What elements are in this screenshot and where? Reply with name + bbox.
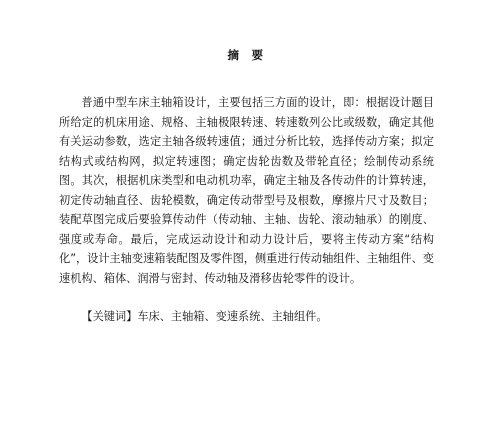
abstract-heading: 摘 要: [227, 48, 264, 62]
keywords-line: 【关键词】车床、主轴箱、变速系统、主轴组件。: [81, 310, 328, 323]
abstract-body: 普通中型车床主轴箱设计，主要包括三方面的设计，即：根据设计题目所给定的机床用途、规格、主轴极限转速、转速数列公比或级数，确定其他有关运动参数，选定主轴各级转速值；通过分析比较，选择传动方案；拟定结构式或结构网，拟定转速图；确定齿轮齿数及带轮直径；绘制传动系统图。其次，根据机床类型和电动机功率，确定主轴及各传动件的计算转速，初定传动轴直径、齿轮模数，确定传动带型号及根数，摩擦片尺寸及数目；装配草图完成后要验算传动件（传动轴、主轴、齿轮、滚动轴承）的刚度、强度或寿命。最后，完成运动设计和动力设计后，要将主传动方案“结构化”，设计主轴变速箱装配图及零件图，侧重进行传动轴组件、主轴组件、变速机构、箱体、润滑与密封、传动轴及滑移齿轮零件的设计。: [59, 96, 434, 285]
